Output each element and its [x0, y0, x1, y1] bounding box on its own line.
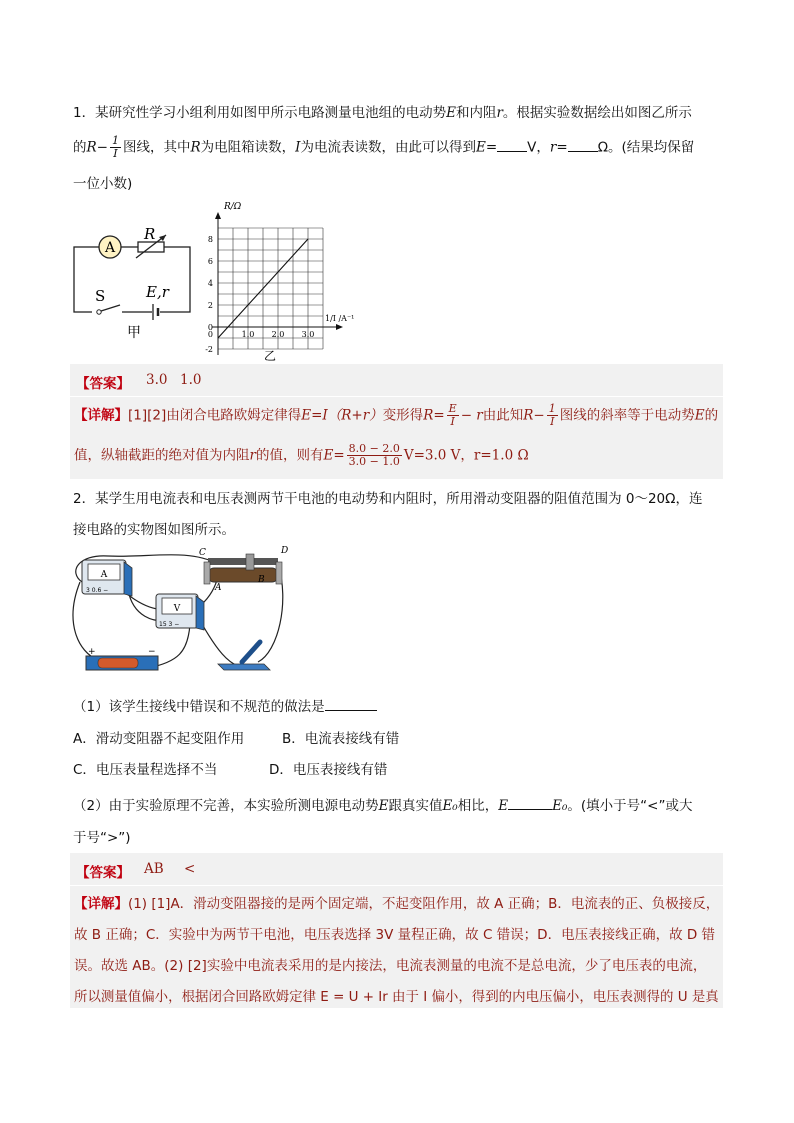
answer-value: 1.0	[180, 372, 202, 388]
detail-text: 变形得	[382, 407, 424, 424]
frac-den: I	[550, 415, 555, 428]
circuit-wire	[74, 247, 190, 312]
var-E: E	[446, 105, 456, 121]
detail2-line1	[74, 892, 719, 912]
frac-num: 1	[111, 134, 119, 147]
detail-text: 由此知	[482, 407, 524, 424]
q1-text: 的	[73, 139, 87, 156]
x-axis-label: 1/I /A⁻¹	[325, 314, 355, 323]
var-E: E	[378, 798, 389, 814]
y-tick-label: 2	[207, 301, 213, 310]
apparatus-diagram	[68, 542, 288, 684]
var-E: E	[694, 407, 705, 424]
formula: E=	[323, 447, 345, 464]
option-B: B．电流表接线有错	[282, 731, 400, 747]
var-E: E	[498, 798, 509, 814]
ammeter-label: A	[104, 240, 116, 256]
q2-sub2-line2: 于号“>”)	[73, 830, 131, 846]
frac-den: I	[113, 147, 118, 160]
q1-text: 为电阻箱读数，	[200, 139, 296, 156]
q2-sub2	[73, 794, 692, 814]
question-text: 。(填小于号“<”或大	[567, 798, 693, 814]
option-C: C．电压表量程选择不当	[73, 762, 218, 778]
q1-line2	[73, 135, 694, 160]
x-tick-label: 2.0	[271, 330, 285, 339]
figure-caption: 甲	[127, 325, 141, 340]
detail-text: 值，纵轴截距的绝对值为内阻	[74, 447, 250, 464]
formula: E=I（R+r）	[301, 407, 383, 424]
answer-box-2	[70, 853, 723, 885]
frac-den: I	[450, 415, 455, 428]
answer-label: 【答案】	[76, 865, 130, 881]
ammeter-icon	[82, 560, 132, 596]
answer-blank	[568, 137, 598, 152]
detail2-line2: 故 B 正确；C．实验中为两节干电池，电压表选择 3V 量程正确，故 C 错误；D．电压表接线正确，故 D 错	[74, 927, 716, 943]
detail-label: 【详解】	[74, 407, 128, 424]
detail-text: 的	[704, 407, 719, 424]
answer-value: AB	[144, 861, 164, 877]
detail2-line3: 误。故选 AB。(2) [2]实验中电流表采用的是内接法，电流表测量的电流不是总电流，少了电压表的电流，	[74, 958, 707, 974]
answer-value: 3.0	[146, 372, 168, 388]
y-axis-arrow-icon	[215, 212, 221, 219]
q1-line3: 一位小数)	[73, 176, 133, 192]
var-r: r	[496, 105, 503, 121]
fraction-1-over-I	[110, 135, 121, 160]
answer-blank	[508, 795, 552, 810]
terminal-A: A	[215, 583, 222, 593]
fraction-1-over-I	[547, 403, 558, 428]
terminal-labels: 15 3 −	[159, 621, 180, 628]
terminal-D: D	[281, 546, 288, 556]
frac-den: 3.0 − 1.0	[348, 455, 400, 468]
formula: V=3.0 V，	[403, 447, 474, 464]
question-text: （2）由于实验原理不完善，本实验所测电源电动势	[73, 798, 379, 814]
y-tick-label: 8	[207, 235, 213, 244]
q2-line2: 接电路的实物图如图所示。	[73, 522, 235, 538]
var-E0: E₀	[442, 798, 458, 814]
question-text: 跟真实值	[388, 798, 443, 814]
y-tick-label: 0	[207, 323, 213, 332]
var-E: E=	[476, 139, 498, 156]
rheostat-icon	[199, 546, 288, 593]
detail1-line2	[74, 443, 529, 468]
q1-text: 。根据实验数据绘出如图乙所示	[502, 105, 692, 121]
terminal-labels: 3 0.6 −	[86, 587, 109, 594]
fraction-calc	[347, 443, 402, 468]
terminal-B: B	[258, 575, 265, 585]
r-vs-1-over-i-chart	[196, 195, 356, 365]
battery-minus: −	[148, 647, 156, 657]
voltmeter-icon	[156, 594, 204, 630]
detail-text: 图线的斜率等于电动势	[559, 407, 695, 424]
x-tick-label: 1.0	[241, 330, 255, 339]
y-tick-label: 4	[207, 279, 213, 288]
x-axis-arrow-icon	[336, 324, 343, 330]
detail1-line1	[74, 403, 718, 428]
circuit-diagram	[66, 225, 196, 340]
fraction-E-over-I	[447, 403, 459, 428]
answer-blank	[325, 696, 377, 711]
formula: R=	[423, 407, 445, 424]
detail2-line4: 所以测量值偏小，根据闭合回路欧姆定律 E = U + Ir 由于 I 偏小，得到的内电压偏小，电压表测得的 U 是真	[74, 989, 719, 1005]
detail-text: [1][2]由闭合电路欧姆定律得	[128, 407, 302, 424]
q1-text: 为电流表读数，由此可以得到	[300, 139, 476, 156]
y-tick-label: -2	[205, 345, 213, 354]
var-E0: E₀	[552, 798, 568, 814]
wire	[202, 624, 238, 666]
q1-line1	[73, 101, 692, 121]
answer-label: 【答案】	[76, 376, 130, 392]
ammeter-letter: A	[100, 570, 108, 580]
question-text: 相比，	[457, 798, 499, 814]
var-R: R−	[86, 139, 108, 156]
detail-label: 【详解】	[74, 896, 128, 912]
terminal-C: C	[199, 548, 206, 558]
detail-box-2	[70, 886, 723, 1008]
detail-text: (1) [1]A．滑动变阻器接的是两个固定端，不起变阻作用，故 A 正确；B．电流表的正、负极接反，	[127, 896, 720, 912]
figure-caption: 乙	[264, 349, 277, 363]
frac-num: 1	[548, 402, 556, 415]
formula: R−	[523, 407, 545, 424]
option-A: A．滑动变阻器不起变阻作用	[73, 731, 245, 747]
var-r: r=	[549, 139, 568, 156]
var-r: r	[249, 447, 256, 464]
origin-label: 0	[207, 330, 213, 339]
switch-icon	[218, 642, 270, 670]
q1-text: 1．某研究性学习小组利用如图甲所示电路测量电池组的电动势	[73, 105, 447, 121]
frac-num: 8.0 − 2.0	[348, 442, 400, 455]
formula: r=1.0 Ω	[473, 447, 529, 464]
q1-text: 图线，其中	[122, 139, 191, 156]
option-D: D．电压表接线有错	[269, 762, 388, 778]
y-tick-label: 6	[207, 257, 213, 266]
switch-label: S	[95, 287, 106, 305]
var-R: R	[190, 139, 201, 156]
battery-label: E,r	[146, 283, 169, 301]
answer-value: <	[184, 861, 196, 877]
unit: Ω。(结果均保留	[597, 139, 695, 156]
resistor-label: R	[144, 225, 156, 243]
voltmeter-letter: V	[173, 604, 181, 614]
frac-num: E	[448, 402, 457, 415]
detail-text: 的值，则有	[255, 447, 324, 464]
answer-blank	[497, 137, 527, 152]
question-text: （1）该学生接线中错误和不规范的做法是	[73, 699, 325, 715]
q2-line1: 2．某学生用电流表和电压表测两节干电池的电动势和内阻时，所用滑动变阻器的阻值范围为 0～20Ω，连	[73, 491, 703, 507]
detail-box-1	[70, 397, 723, 479]
switch-icon	[97, 310, 101, 314]
answer-box-1	[70, 364, 723, 396]
unit: V，	[527, 139, 550, 156]
x-tick-label: 3.0	[301, 330, 315, 339]
q1-text: 和内阻	[455, 105, 497, 121]
battery-pack-icon	[86, 647, 158, 670]
formula: − r	[460, 407, 483, 424]
var-I: I	[295, 139, 301, 156]
y-axis-label: R/Ω	[224, 202, 242, 212]
battery-plus: +	[88, 647, 96, 657]
q2-sub1	[73, 695, 377, 715]
